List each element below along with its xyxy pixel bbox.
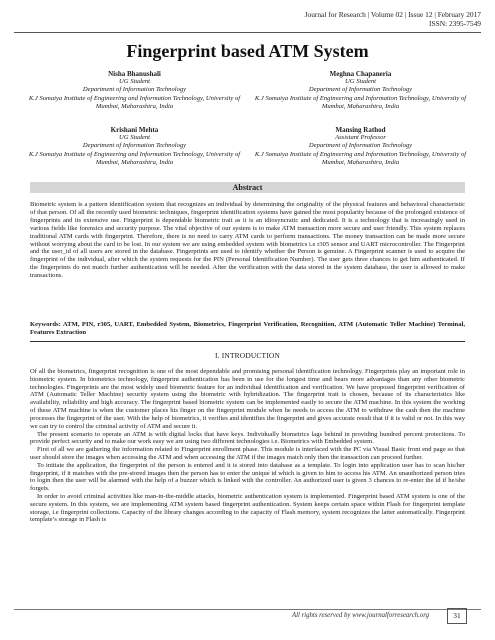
author-name: Nisha Bhanushali (108, 70, 161, 78)
author-department: Department of Information Technology (308, 86, 413, 94)
footer-copyright: All rights reserved by www.journalforresearch.org (291, 612, 429, 619)
introduction-body (30, 368, 465, 524)
author-name: Krishani Mehta (110, 126, 159, 134)
page-number: 31 (447, 608, 467, 624)
footer-divider (14, 609, 481, 610)
author-role: Assistant Professor (335, 134, 386, 142)
author-department: Department of Information Technology (308, 142, 413, 150)
journal-header (305, 10, 481, 29)
paragraph: To initiate the application, the fingerprint of the person is entered and it is stored into database as a template. To login into application user has to scan his/her fingerprint, if it matches with the pre-stored images then the person has to enter the unique id which is given to him to access his ATM. An unauthorized person tries to login then the user will be alarmed with the help of a buzzer which is linked with the controller. An authorized user is given 3 chances to re-enter the id if he/she forgets. (30, 461, 465, 493)
author-institution: K.J Somaiya Institute of Engineering and Information Technology, University of Mumbai, Maharashtra, India (254, 150, 467, 166)
author-name: Mansing Rathod (335, 126, 386, 134)
paragraph: Of all the biometrics, fingerprint recognition is one of the most dependable and promising personal identification technology. Fingerprints play an important role in biometric system. In biometrics technology, fingerprint authentication has been in use for the longest time and bears more advantages than any other biometric technologies. Fingerprints are the most widely used biometric feature for an individual identification and verification. We have proposed fingerprint verification of ATM (Automatic Teller Machine) security system using the biometric with hybridization. The fingerprint trait is chosen, because of its characteristics like availability, reliability and high accuracy. The fingerprint based biometric system can be implemented easily to secure the ATM machine. In this system the working of these ATM machine is when the customer places his finger on the fingerprint module when he needs to access the ATM to withdraw the cash then the machine processes the fingerprint of the user. With the help of biometrics, it verifies and identifies the fingerprint and gives accurate result that if it is valid or not. In this way we can try to control the criminal activity of ATM and secure it. (30, 368, 465, 430)
author-card (22, 126, 247, 167)
author-name: Meghna Chapaneria (329, 70, 392, 78)
abstract-body: Biometric system is a pattern identification system that recognizes an individual by determining the originality of the physical features and behavioral characteristic of that person. Of all the recently used biometric techniques, fingerprint identification systems have gained the most popularity because of the prolonged existence of fingerprints and its extensive use. Fingerprint is dependable biometric trait as it is an idiosyncratic and dedicated. It is a technology that is increasingly used in various fields like forensics and security purpose. The vital objective of our system is to make ATM transaction more secure and user friendly. This system replaces traditional ATM cards with fingerprint. Therefore, there is no need to carry ATM cards to perform transactions. The money transaction can be made more secure without worrying about the card to be lost. In our system we are using embedded system with biometrics i.e r305 sensor and UART microcontroller. The Fingerprint and the user_id of all users are stored in the database. Fingerprints are used to identify whether the Person is genuine. A Fingerprint scanner is used to acquire the fingerprint of the individual, after which the system requests for the PIN (Personal Identification Number). The user gets three chances to get him authenticated. If the fingerprints do not match further authentication will be needed. After the verification with the data stored in the system database, the user is allowed to make transactions. (30, 201, 465, 280)
author-role: UG Student (119, 134, 150, 142)
author-role: UG Student (119, 78, 150, 86)
paragraph: In order to avoid criminal activities like man-in-the-middle attacks, biometric authentication system is implemented. Fingerprint based ATM system is one of the secure system. In this system, we are implementing ATM system based fingerprint authentication. System keeps certain space within Flash for fingerprint template storage, i.e fingerprint collections. Capacity of the library changes according to the capacity of Flash memory, system recognizes the latter automatically. Fingerprint template’s storage in Flash is (30, 493, 465, 524)
section-divider (30, 341, 465, 342)
author-institution: K.J Somaiya Institute of Engineering and Information Technology, University of Mumbai, Maharashtra, India (28, 150, 241, 166)
author-role: UG Student (345, 78, 376, 86)
author-department: Department of Information Technology (82, 86, 187, 94)
header-divider (14, 32, 481, 33)
journal-issue-line: Journal for Research | Volume 02 | Issue 12 | February 2017 (304, 10, 481, 19)
author-institution: K.J Somaiya Institute of Engineering and Information Technology, University of Mumbai, Maharashtra, India (28, 94, 241, 110)
paragraph: The present scenario to operate an ATM is with digital locks that have keys. Individually biometrics lags behind in providing hundred percent protections. To provide perfect security and to make our work easy we are using two different technologies i.e. Biometrics with Embedded system. (30, 430, 465, 446)
author-department: Department of Information Technology (82, 142, 187, 150)
journal-issn: ISSN: 2395-7549 (429, 19, 481, 29)
author-card (248, 70, 473, 111)
paragraph: First of all we are gathering the information related to Fingerprint enrollment phase. This module is interfaced with the PC via Visual Basic front end page so that user should store the images when accessing the ATM and when accessing the ATM if the images match only then the transaction can proceed further. (30, 446, 465, 461)
author-card (248, 126, 473, 167)
paper-title: Fingerprint based ATM System (126, 41, 369, 61)
author-card (22, 70, 247, 111)
abstract-heading: Abstract (30, 182, 465, 193)
author-institution: K.J Somaiya Institute of Engineering and Information Technology, University of Mumbai, Maharashtra, India (254, 94, 467, 110)
section-heading-introduction: I. INTRODUCTION (215, 351, 280, 360)
keywords: Keywords: ATM, PIN, r305, UART, Embedded System, Biometrics, Fingerprint Verification, Recognition, ATM (Automatic Teller Machine) Terminal, Features Extraction (30, 321, 465, 336)
